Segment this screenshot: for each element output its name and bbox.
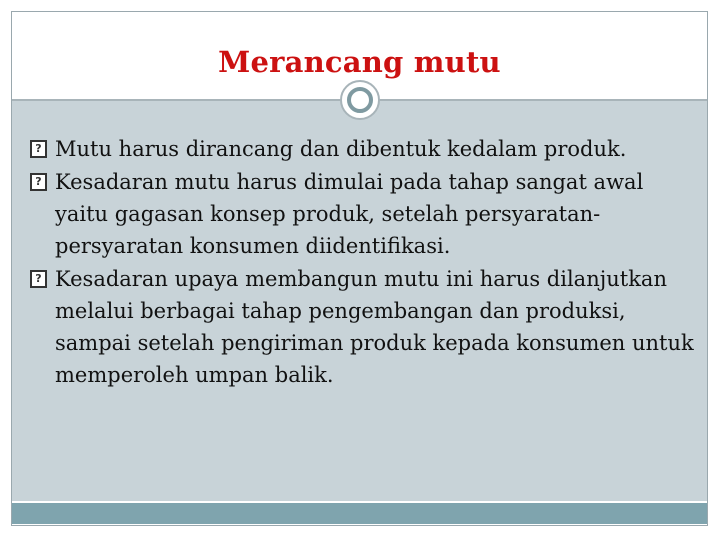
missing-glyph-box-icon <box>30 173 47 191</box>
footer-bar <box>12 503 707 524</box>
slide-title: Merancang mutu <box>218 45 501 79</box>
circle-ring-inner <box>347 87 373 113</box>
missing-glyph-box-icon <box>30 270 47 288</box>
circle-ring-icon <box>340 80 380 120</box>
bullet-text: Mutu harus dirancang dan dibentuk kedalam produk. <box>55 137 627 161</box>
bullet-list <box>30 133 700 392</box>
missing-glyph-box-icon <box>30 140 47 158</box>
bullet-text: Kesadaran mutu harus dimulai pada tahap sangat awal yaitu gagasan konsep produk, setelah persyaratan-persyaratan konsumen diidentifikasi. <box>55 170 644 258</box>
bullet-item <box>30 166 700 262</box>
bullet-text: Kesadaran upaya membangun mutu ini harus dilanjutkan melalui berbagai tahap pengembangan dan produksi, sampai setelah pengiriman produk kepada konsumen untuk memperoleh umpan balik. <box>55 267 694 387</box>
bullet-item <box>30 263 700 391</box>
bullet-item <box>30 133 700 165</box>
